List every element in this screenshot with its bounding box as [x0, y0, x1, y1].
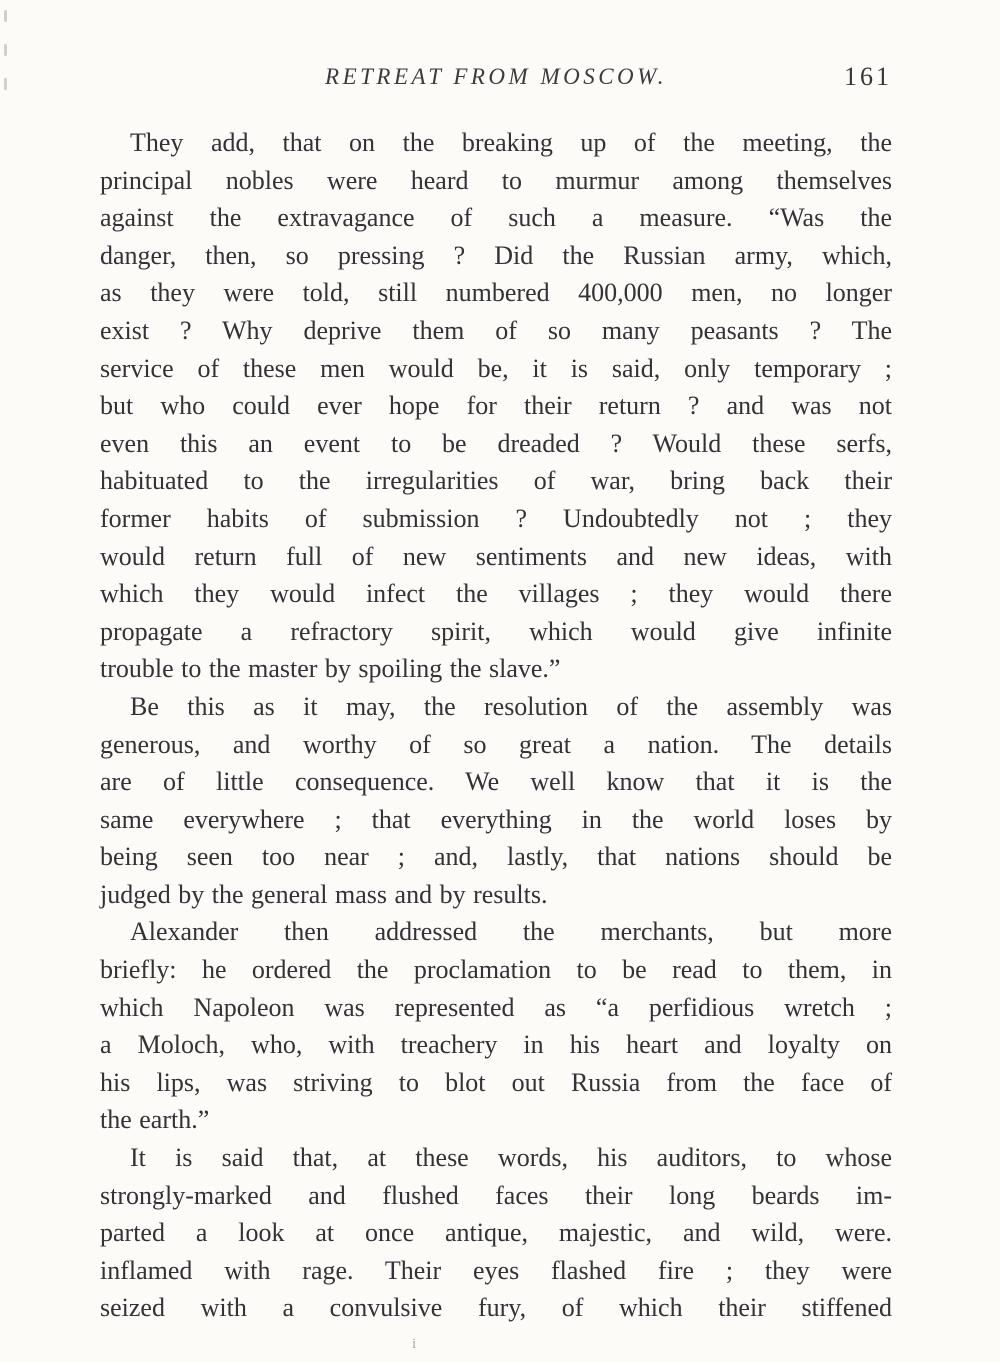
text-line: It is said that, at these words, his auditors, to whose [130, 1143, 892, 1173]
text-line: exist ? Why deprive them of so many peasants ? The [100, 315, 892, 345]
page-number: 161 [844, 62, 892, 91]
text-line: habituated to the irregularities of war, bring back their [100, 466, 892, 496]
paragraph [100, 688, 892, 914]
text-line: would return full of new sentiments and new ideas, with [100, 541, 892, 571]
text-line: same everywhere ; that everything in the world loses by [100, 804, 892, 834]
text-line: They add, that on the breaking up of the meeting, the [130, 128, 892, 157]
text-line: which they would infect the villages ; they would there [100, 579, 892, 609]
text-line: strongly-marked and flushed faces their long beards im- [100, 1180, 892, 1210]
page-header [100, 62, 892, 98]
text-line: the earth.” [100, 1105, 210, 1135]
text-line: danger, then, so pressing ? Did the Russian army, which, [100, 240, 892, 270]
text-line: Be this as it may, the resolution of the assembly was [130, 691, 892, 721]
paragraph [100, 913, 892, 1139]
text-line: which Napoleon was represented as “a perfidious wretch ; [100, 992, 892, 1022]
text-line: as they were told, still numbered 400,000 men, no longer [100, 278, 892, 308]
text-line: his lips, was striving to blot out Russia from the face of [100, 1067, 892, 1097]
scan-bottom-artifact: i [412, 1336, 417, 1352]
text-line: inflamed with rage. Their eyes flashed fire ; they were [100, 1255, 892, 1285]
text-line: Alexander then addressed the merchants, but more [130, 917, 892, 947]
text-line: trouble to the master by spoiling the slave.” [100, 654, 561, 684]
text-line: being seen too near ; and, lastly, that nations should be [100, 842, 892, 872]
page-body [100, 124, 892, 1327]
text-line: are of little consequence. We well know that it is the [100, 767, 892, 797]
text-line: seized with a convulsive fury, of which their stiffened [100, 1293, 892, 1323]
text-line: generous, and worthy of so great a nation. The details [100, 729, 892, 759]
text-line: judged by the general mass and by results. [100, 879, 548, 909]
text-line: parted a look at once antique, majestic, and wild, were. [100, 1218, 892, 1248]
text-line: briefly: he ordered the proclamation to be read to them, in [100, 955, 892, 985]
text-line: against the extravagance of such a measure. “Was the [100, 203, 892, 233]
text-line: principal nobles were heard to murmur among themselves [100, 165, 892, 195]
paragraph [100, 124, 892, 688]
text-line: a Moloch, who, with treachery in his heart and loyalty on [100, 1030, 892, 1060]
paragraph [100, 1139, 892, 1327]
running-title: RETREAT FROM MOSCOW. [325, 64, 667, 89]
text-line: former habits of submission ? Undoubtedly not ; they [100, 503, 892, 533]
text-line: propagate a refractory spirit, which would give infinite [100, 616, 892, 646]
scan-edge-artifact [4, 10, 10, 120]
text-line: even this an event to be dreaded ? Would these serfs, [100, 428, 892, 458]
text-line: service of these men would be, it is said, only temporary ; [100, 353, 892, 383]
text-line: but who could ever hope for their return ? and was not [100, 391, 892, 421]
